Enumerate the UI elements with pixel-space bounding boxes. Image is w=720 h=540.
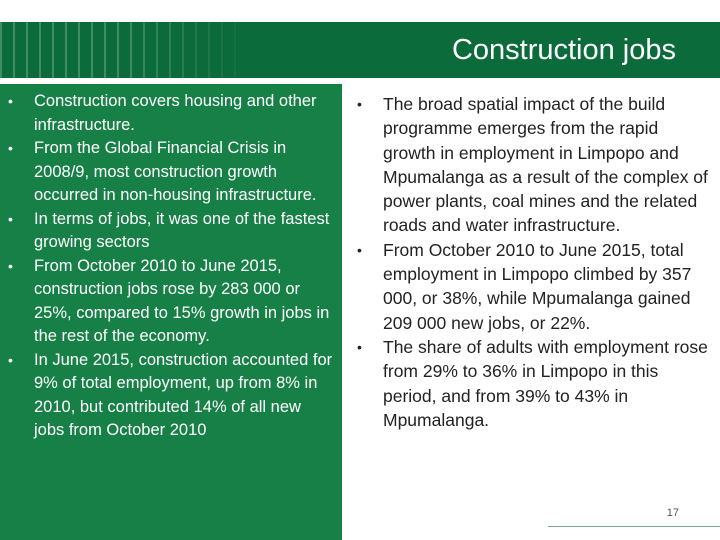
bullet-text: In terms of jobs, it was one of the fastest growing sectors [34, 209, 330, 251]
bullet-icon: • [8, 93, 13, 109]
bullet-text: The broad spatial impact of the build programme emerges from the rapid growth in employment in Limpopo and Mpumalanga as a result of the complex of power plants, coal mines and the related roads and water infrastructure. [383, 94, 708, 236]
bullet-item [348, 335, 714, 432]
bullet-text: Construction covers housing and other infrastructure. [34, 92, 317, 134]
bullet-icon: • [8, 257, 13, 274]
page-number: 17 [666, 507, 679, 519]
bullet-item [0, 349, 334, 443]
bullet-text: From October 2010 to June 2015, construction jobs rose by 283 000 or 25%, compared to 15% growth in jobs in the rest of the economy. [34, 256, 330, 345]
bullet-text: In June 2015, construction accounted for 9% of total employment, up from 8% in 2010, but contributed 14% of all new jobs from October 2010 [34, 350, 333, 439]
bullet-icon: • [8, 210, 13, 227]
bullet-item [348, 238, 714, 335]
bullet-text: The share of adults with employment rose from 29% to 36% in Limpopo in this period, and from 39% to 43% in Mpumalanga. [383, 336, 708, 430]
bullet-item [0, 208, 334, 255]
slide-title: Construction jobs [451, 34, 676, 66]
right-bullet-list [348, 92, 714, 432]
bullet-text: From the Global Financial Crisis in 2008/9, most construction growth occurred in non-housing infrastructure. [34, 139, 317, 204]
bullet-item [0, 90, 334, 137]
bullet-text: From October 2010 to June 2015, total employment in Limpopo climbed by 357 000, or 38%, while Mpumalanga gained 209 000 new jobs, or 22%. [383, 239, 692, 333]
bullet-item [348, 92, 714, 238]
bullet-icon: • [357, 96, 362, 112]
bullet-icon: • [8, 351, 13, 368]
title-bar [0, 22, 720, 78]
footer-divider [548, 526, 720, 527]
bullet-icon: • [8, 140, 13, 156]
stripes-fade [120, 22, 260, 78]
bullet-item [0, 137, 334, 208]
bullet-icon: • [357, 338, 362, 355]
bullet-icon: • [357, 241, 362, 258]
left-bullet-list [0, 90, 334, 443]
bullet-item [0, 255, 334, 349]
